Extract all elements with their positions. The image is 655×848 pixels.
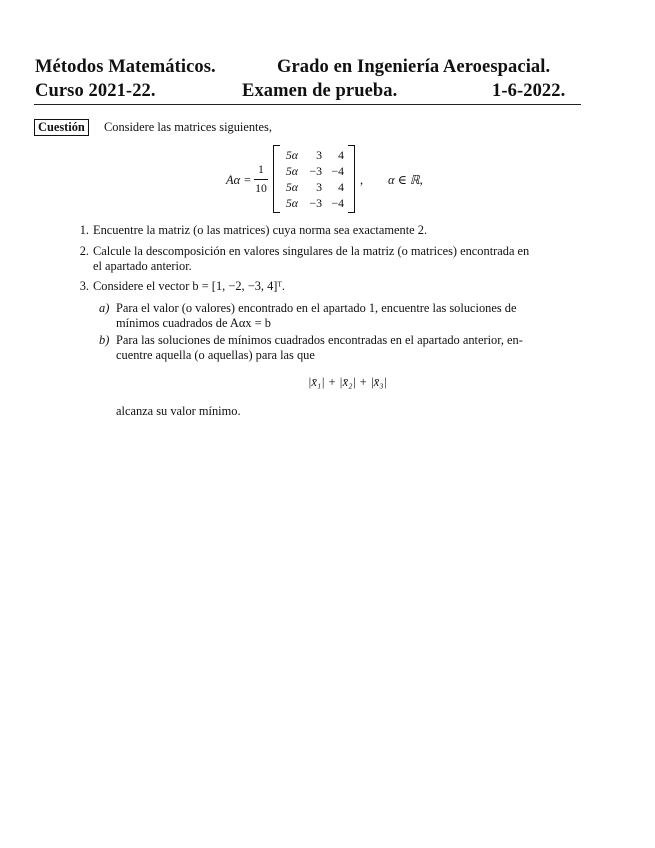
matrix-cell: 3 [316, 148, 322, 162]
item-number: 3. [79, 279, 89, 293]
header-rule [34, 104, 581, 105]
matrix-cell: 4 [338, 180, 344, 194]
subitem-text: Para el valor (o valores) encontrado en el apartado 1, encuentre las soluciones de [116, 301, 517, 315]
question-intro: Considere las matrices siguientes, [104, 120, 272, 134]
matrix-definition [220, 145, 423, 215]
matrix-lhs: Aα = [226, 173, 252, 187]
matrix-cell: −3 [309, 164, 322, 178]
fraction-denominator: 10 [255, 181, 267, 195]
fraction-bar [254, 179, 268, 180]
matrix-cell: 5α [285, 164, 298, 178]
matrix-cell: 5α [285, 148, 298, 162]
matrix-cell: −4 [331, 196, 344, 210]
subitem-label: b) [99, 333, 110, 347]
course-title: Métodos Matemáticos. [35, 57, 216, 77]
item-number: 1. [79, 223, 89, 237]
alpha-domain: α ∈ ℝ, [388, 173, 423, 187]
item-number: 2. [79, 244, 89, 258]
item-text: Considere el vector b = [1, −2, −3, 4]ᵀ. [93, 279, 285, 293]
objective-expression: |x̄₁| + |x̄₂| + |x̄₃| [308, 375, 387, 389]
matrix-cell: −4 [331, 164, 344, 178]
matrix-cell: 3 [316, 180, 322, 194]
header-line-1 [35, 57, 580, 79]
course-year: Curso 2021-22. [35, 81, 156, 101]
matrix-cell: 4 [338, 148, 344, 162]
item-text: Calcule la descomposición en valores singulares de la matriz (o matrices) encontrada en [93, 244, 530, 258]
exam-type: Examen de prueba. [242, 81, 398, 101]
matrix-left-bracket [273, 145, 280, 213]
item-text: el apartado anterior. [93, 259, 192, 273]
header-line-2 [35, 81, 580, 103]
fraction-numerator: 1 [258, 162, 264, 176]
matrix-cell: 5α [285, 180, 298, 194]
matrix-right-bracket [348, 145, 355, 213]
subitem-text: mínimos cuadrados de Aαx = b [116, 316, 271, 330]
degree-title: Grado en Ingeniería Aeroespacial. [277, 57, 551, 77]
exam-date: 1-6-2022. [492, 81, 566, 101]
subitem-label: a) [99, 301, 110, 315]
subitem-text: cuentre aquella (o aquellas) para las que [116, 348, 315, 362]
question-label: Cuestión [34, 119, 89, 136]
closing-text: alcanza su valor mínimo. [116, 404, 241, 418]
matrix-cell: −3 [309, 196, 322, 210]
matrix-comma: , [360, 173, 364, 187]
item-text: Encuentre la matriz (o las matrices) cuya norma sea exactamente 2. [93, 223, 428, 237]
matrix-cell: 5α [285, 196, 298, 210]
subitem-text: Para las soluciones de mínimos cuadrados encontradas en el apartado anterior, en- [116, 333, 523, 347]
